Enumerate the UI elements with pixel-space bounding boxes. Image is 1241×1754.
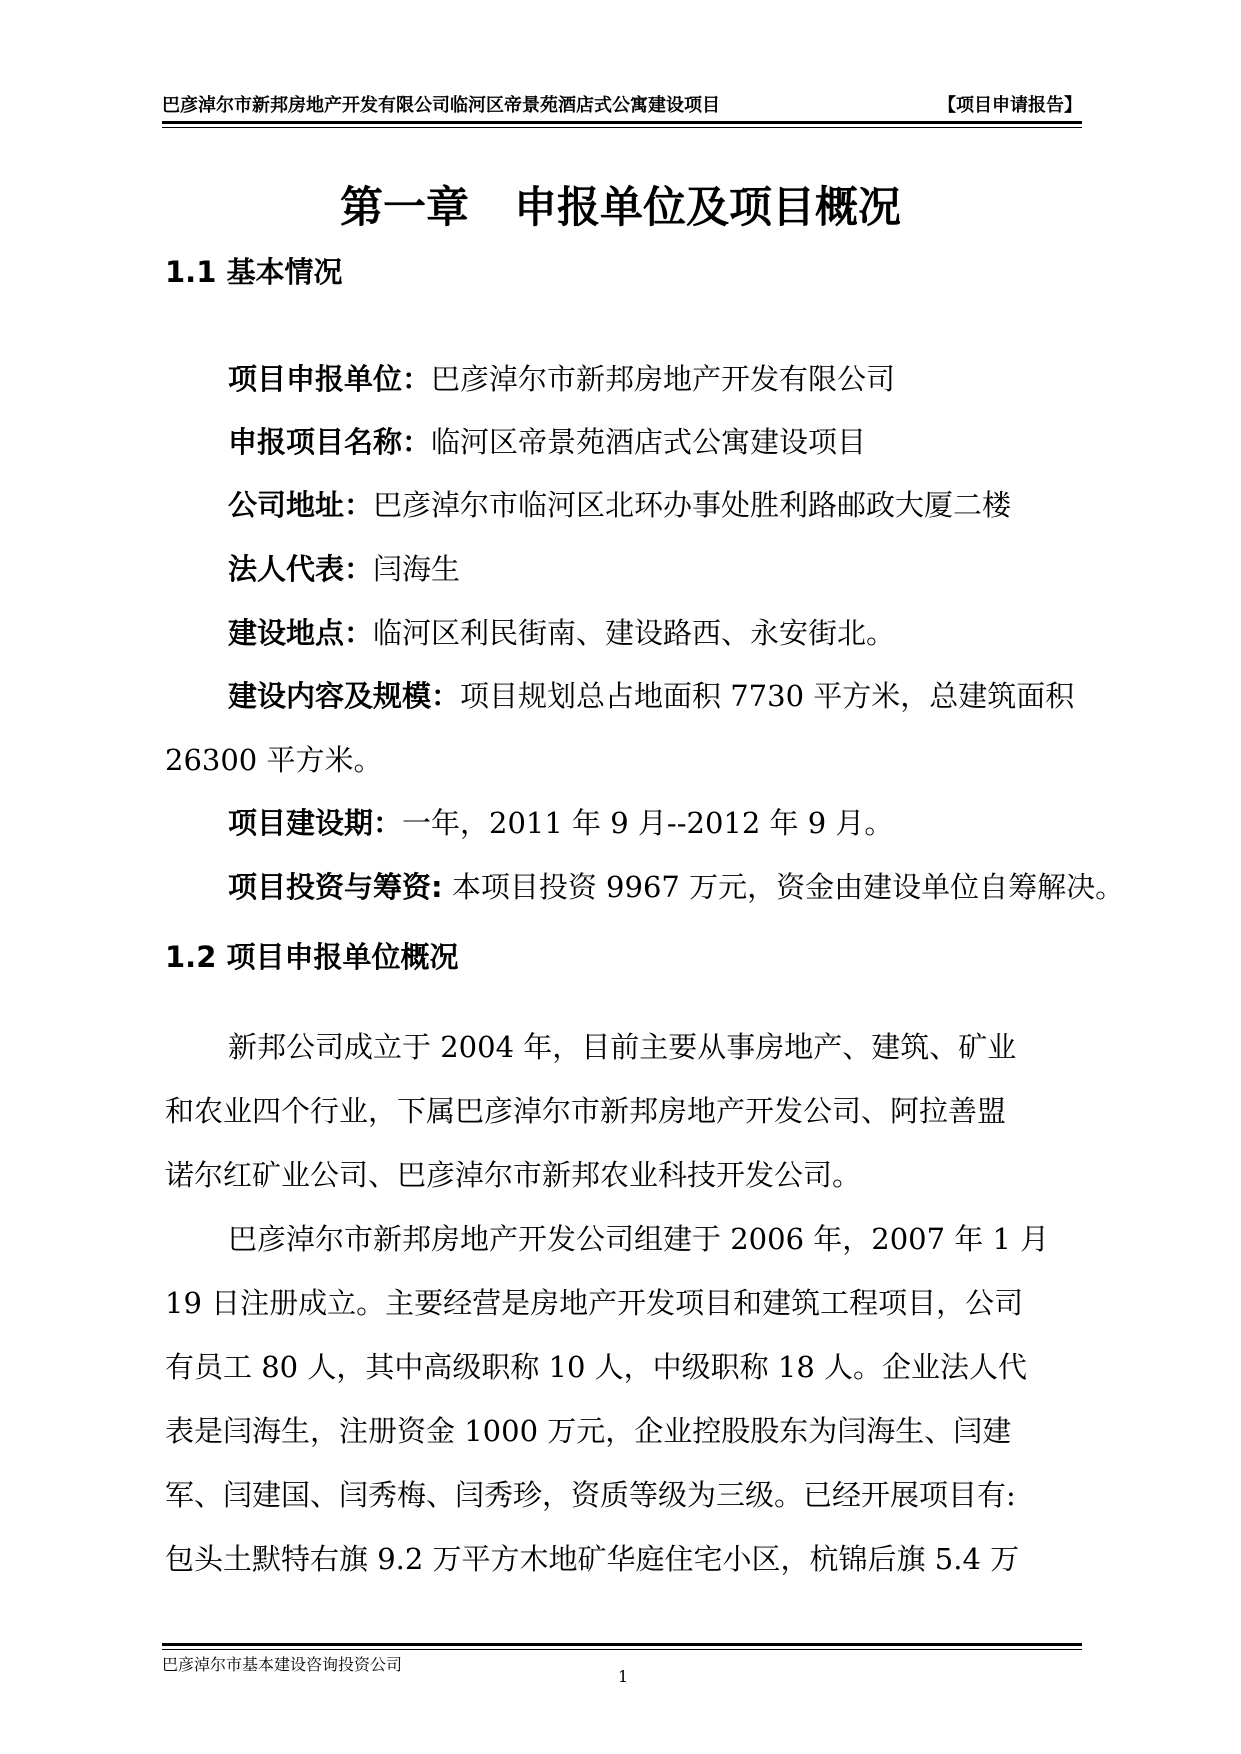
paragraph-line: 19 日注册成立。主要经营是房地产开发项目和建筑工程项目，公司 — [165, 1286, 1024, 1320]
paragraph-subsidiary-intro — [165, 1207, 1075, 1591]
page-header — [162, 92, 1082, 120]
field-company-address — [228, 483, 1011, 527]
field-label: 建设地点： — [228, 616, 374, 650]
footer-company: 巴彦淖尔市基本建设咨询投资公司 — [162, 1655, 403, 1674]
header-project-title: 巴彦淖尔市新邦房地产开发有限公司临河区帝景苑酒店式公寓建设项目 — [162, 95, 720, 116]
field-investment — [228, 865, 1124, 909]
field-value: 巴彦淖尔市临河区北环办事处胜利路邮政大厦二楼 — [373, 488, 1012, 522]
header-doc-type: 【项目申请报告】 — [938, 95, 1082, 116]
paragraph-company-intro — [165, 1015, 1075, 1207]
field-construction-scale — [228, 674, 1074, 718]
paragraph-line: 巴彦淖尔市新邦房地产开发公司组建于 2006 年，2007 年 1 月 — [228, 1222, 1050, 1256]
paragraph-line: 军、闫建国、闫秀梅、闫秀珍，资质等级为三级。已经开展项目有: — [165, 1478, 1016, 1512]
field-value: 闫海生 — [373, 552, 461, 586]
field-label: 申报项目名称： — [228, 425, 432, 459]
field-construction-period — [228, 801, 893, 845]
footer-rule-thick — [162, 1643, 1082, 1646]
field-label: 项目投资与筹资: — [228, 870, 443, 904]
field-label: 项目申报单位： — [228, 362, 432, 396]
chapter-title: 第一章 申报单位及项目概况 — [340, 183, 901, 233]
field-value: 项目规划总占地面积 7730 平方米，总建筑面积 — [460, 679, 1075, 713]
footer-rule-thin — [162, 1649, 1082, 1650]
paragraph-line: 表是闫海生，注册资金 1000 万元，企业控股股东为闫海生、闫建 — [165, 1414, 1012, 1448]
page-number: 1 — [618, 1667, 629, 1686]
field-label: 建设内容及规模： — [228, 679, 461, 713]
paragraph-line: 有员工 80 人，其中高级职称 10 人，中级职称 18 人。企业法人代 — [165, 1350, 1028, 1384]
field-construction-scale-cont — [165, 738, 382, 782]
field-value: 临河区利民街南、建设路西、永安街北。 — [373, 616, 896, 650]
field-construction-site — [228, 611, 895, 655]
section-1-1-title: 1.1 基本情况 — [165, 255, 343, 289]
field-value: 26300 平方米。 — [165, 743, 383, 777]
header-rule-thick — [162, 121, 1082, 124]
field-label: 项目建设期： — [228, 806, 403, 840]
field-label: 公司地址： — [228, 488, 374, 522]
section-1-2-title: 1.2 项目申报单位概况 — [165, 940, 459, 974]
field-value: 巴彦淖尔市新邦房地产开发有限公司 — [431, 362, 896, 396]
field-value: 一年，2011 年 9 月--2012 年 9 月。 — [402, 806, 894, 840]
paragraph-line: 包头土默特右旗 9.2 万平方木地矿华庭住宅小区，杭锦后旗 5.4 万 — [165, 1542, 1020, 1576]
paragraph-line: 和农业四个行业，下属巴彦淖尔市新邦房地产开发公司、阿拉善盟 — [165, 1094, 1007, 1128]
paragraph-line: 新邦公司成立于 2004 年，目前主要从事房地产、建筑、矿业 — [228, 1030, 1017, 1064]
header-rule-thin — [162, 127, 1082, 128]
field-project-name — [228, 420, 866, 464]
field-value: 临河区帝景苑酒店式公寓建设项目 — [431, 425, 867, 459]
paragraph-line: 诺尔红矿业公司、巴彦淖尔市新邦农业科技开发公司。 — [165, 1158, 862, 1192]
field-legal-representative — [228, 547, 460, 591]
field-value: 本项目投资 9967 万元，资金由建设单位自筹解决。 — [442, 870, 1125, 904]
field-label: 法人代表： — [228, 552, 374, 586]
field-applicant — [228, 357, 895, 401]
